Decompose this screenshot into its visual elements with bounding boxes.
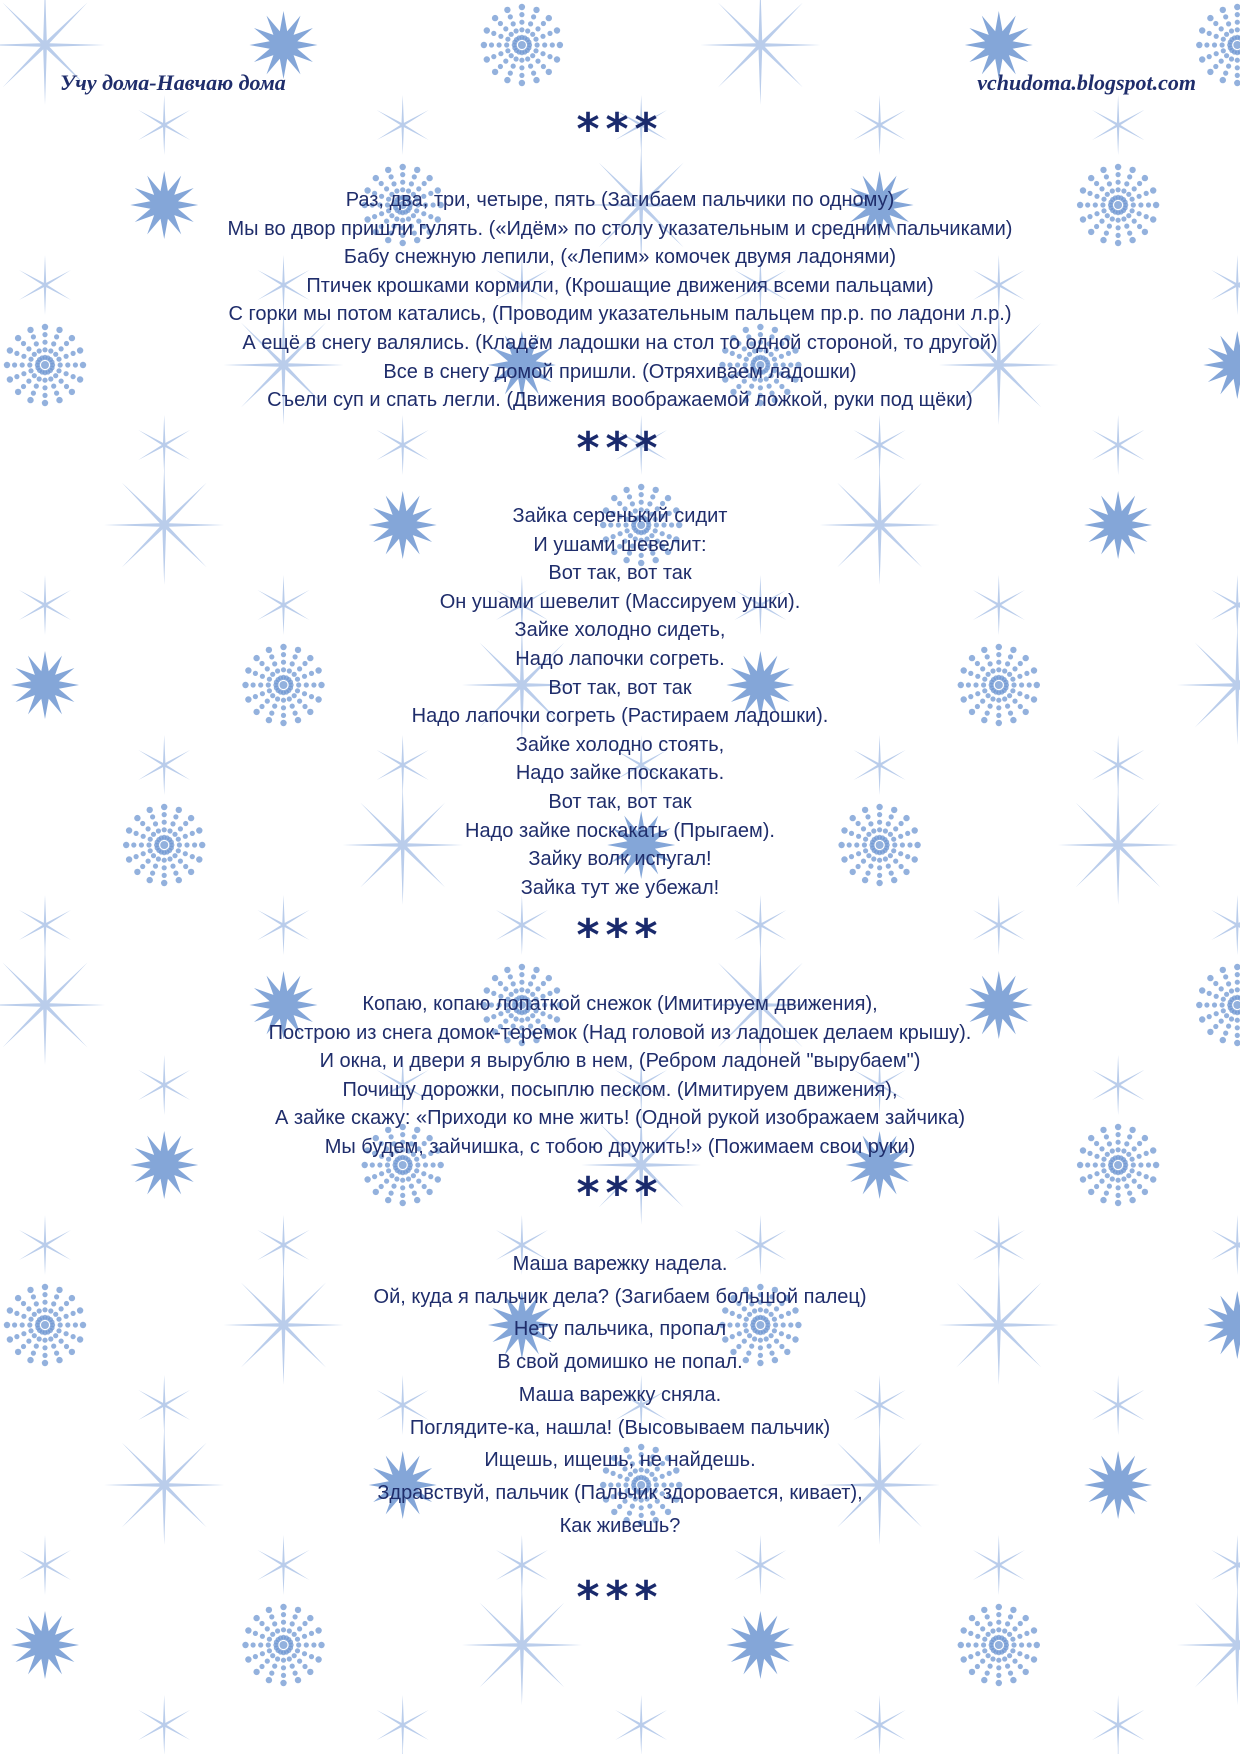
verse-line: И ушами шевелит:: [533, 533, 707, 556]
verse-line: Зайка тут же убежал!: [520, 876, 720, 899]
verse-line: Зайке холодно сидеть,: [514, 619, 726, 642]
verse-line: Раз, два, три, четыре, пять (Загибаем пальчики по одному): [345, 189, 895, 211]
separator-stars: ***: [576, 104, 664, 155]
snowflake-dotted-icon: [481, 4, 563, 86]
snowflake-star-icon: [1058, 1745, 1178, 1754]
verse-line: Ой, куда я пальчик дела? (Загибаем большой палец): [373, 1285, 867, 1308]
snowflake-burst-icon: [250, 11, 318, 79]
verse-line: Как живешь?: [559, 1514, 681, 1537]
verse-2: [0, 502, 1240, 902]
verse-line: Бабу снежную лепили, («Лепим» комочек двумя ладонями): [343, 246, 897, 269]
verse-line: И окна, и двери я вырублю в нем, (Ребром ладоней "вырубаем"): [319, 1050, 921, 1073]
verse-line: Вот так, вот так: [548, 790, 692, 813]
verse-line: Съели суп и спать легли. (Движения воображаемой ложкой, руки под щёки): [267, 389, 973, 412]
verse-line: Вот так, вот так: [548, 562, 692, 585]
verse-line: Мы будем, зайчишка, с тобою дружить!» (Пожимаем свои руки): [324, 1135, 916, 1158]
separator-stars: ***: [576, 910, 664, 961]
verse-line: Птичек крошками кормили, (Крошащие движения всеми пальцами): [306, 274, 934, 297]
verse-line: Поглядите-ка, нашла! (Высовываем пальчик): [409, 1416, 831, 1439]
verse-line: Он ушами шевелит (Массируем ушки).: [439, 590, 801, 613]
verse-line: Надо лапочки согреть.: [515, 647, 725, 670]
snowflake-star-icon: [854, 1695, 906, 1754]
verse-line: Мы во двор пришли гулять. («Идём» по столу указательным и средним пальчиками): [227, 217, 1013, 240]
snowflake-star-icon: [700, 0, 820, 105]
verse-line: Все в снегу домой пришли. (Отряхиваем ладошки): [383, 360, 857, 383]
verse-4: [0, 1248, 1240, 1542]
snowflake-burst-icon: [965, 11, 1033, 79]
verse-line: Нету пальчика, пропал: [513, 1318, 727, 1341]
verse-line: А ещё в снегу валялись. (Кладём ладошки на стол то одной стороной, то другой): [242, 331, 998, 354]
header-left-title: Учу дома-Навчаю дома: [60, 70, 286, 95]
verse-line: С горки мы потом катались, (Проводим указательным пальцем пр.р. по ладони л.р.): [228, 303, 1012, 326]
verse-line: Надо лапочки согреть (Растираем ладошки).: [411, 705, 829, 728]
verse-line: Надо зайке поскакать.: [515, 762, 725, 785]
header-blog-url: vchudoma.blogspot.com: [977, 70, 1196, 95]
separator-stars: ***: [576, 423, 664, 474]
verse-line: А зайке скажу: «Приходи ко мне жить! (Одной рукой изображаем зайчика): [274, 1107, 966, 1130]
verse-line: В свой домишко не попал.: [497, 1351, 743, 1374]
verse-1: [0, 186, 1240, 415]
separator-stars: ***: [576, 1572, 664, 1623]
snowflake-burst-icon: [726, 1611, 794, 1679]
verse-3: [0, 990, 1240, 1162]
verse-line: Маша варежку сняла.: [518, 1383, 722, 1406]
snowflake-star-icon: [343, 1745, 463, 1754]
verse-line: Копаю, копаю лопаткой снежок (Имитируем движения),: [362, 993, 878, 1015]
verse-line: Зайку волк испугал!: [528, 848, 712, 871]
verse-line: Надо зайке поскакать (Прыгаем).: [465, 819, 775, 842]
verse-line: Здравствуй, пальчик (Пальчик здоровается, кивает),: [377, 1481, 863, 1504]
separator-stars: ***: [576, 1168, 664, 1219]
snowflake-star-icon: [138, 1695, 190, 1754]
snowflake-dotted-icon: [1196, 4, 1240, 86]
snowflake-star-icon: [615, 1695, 667, 1754]
verse-line: Построю из снега домок-теремок (Над головой из ладошек делаем крышу).: [268, 1021, 972, 1044]
verse-line: Зайка серенький сидит: [512, 505, 728, 527]
verse-line: Почищу дорожки, посыплю песком. (Имитируем движения),: [342, 1078, 898, 1101]
verse-line: Зайке холодно стоять,: [515, 733, 725, 756]
snowflake-burst-icon: [11, 1611, 79, 1679]
verse-line: Ищешь, ищешь, не найдешь.: [484, 1449, 756, 1472]
verse-line: Вот так, вот так: [548, 676, 692, 699]
verse-line: Маша варежку надела.: [512, 1253, 728, 1275]
